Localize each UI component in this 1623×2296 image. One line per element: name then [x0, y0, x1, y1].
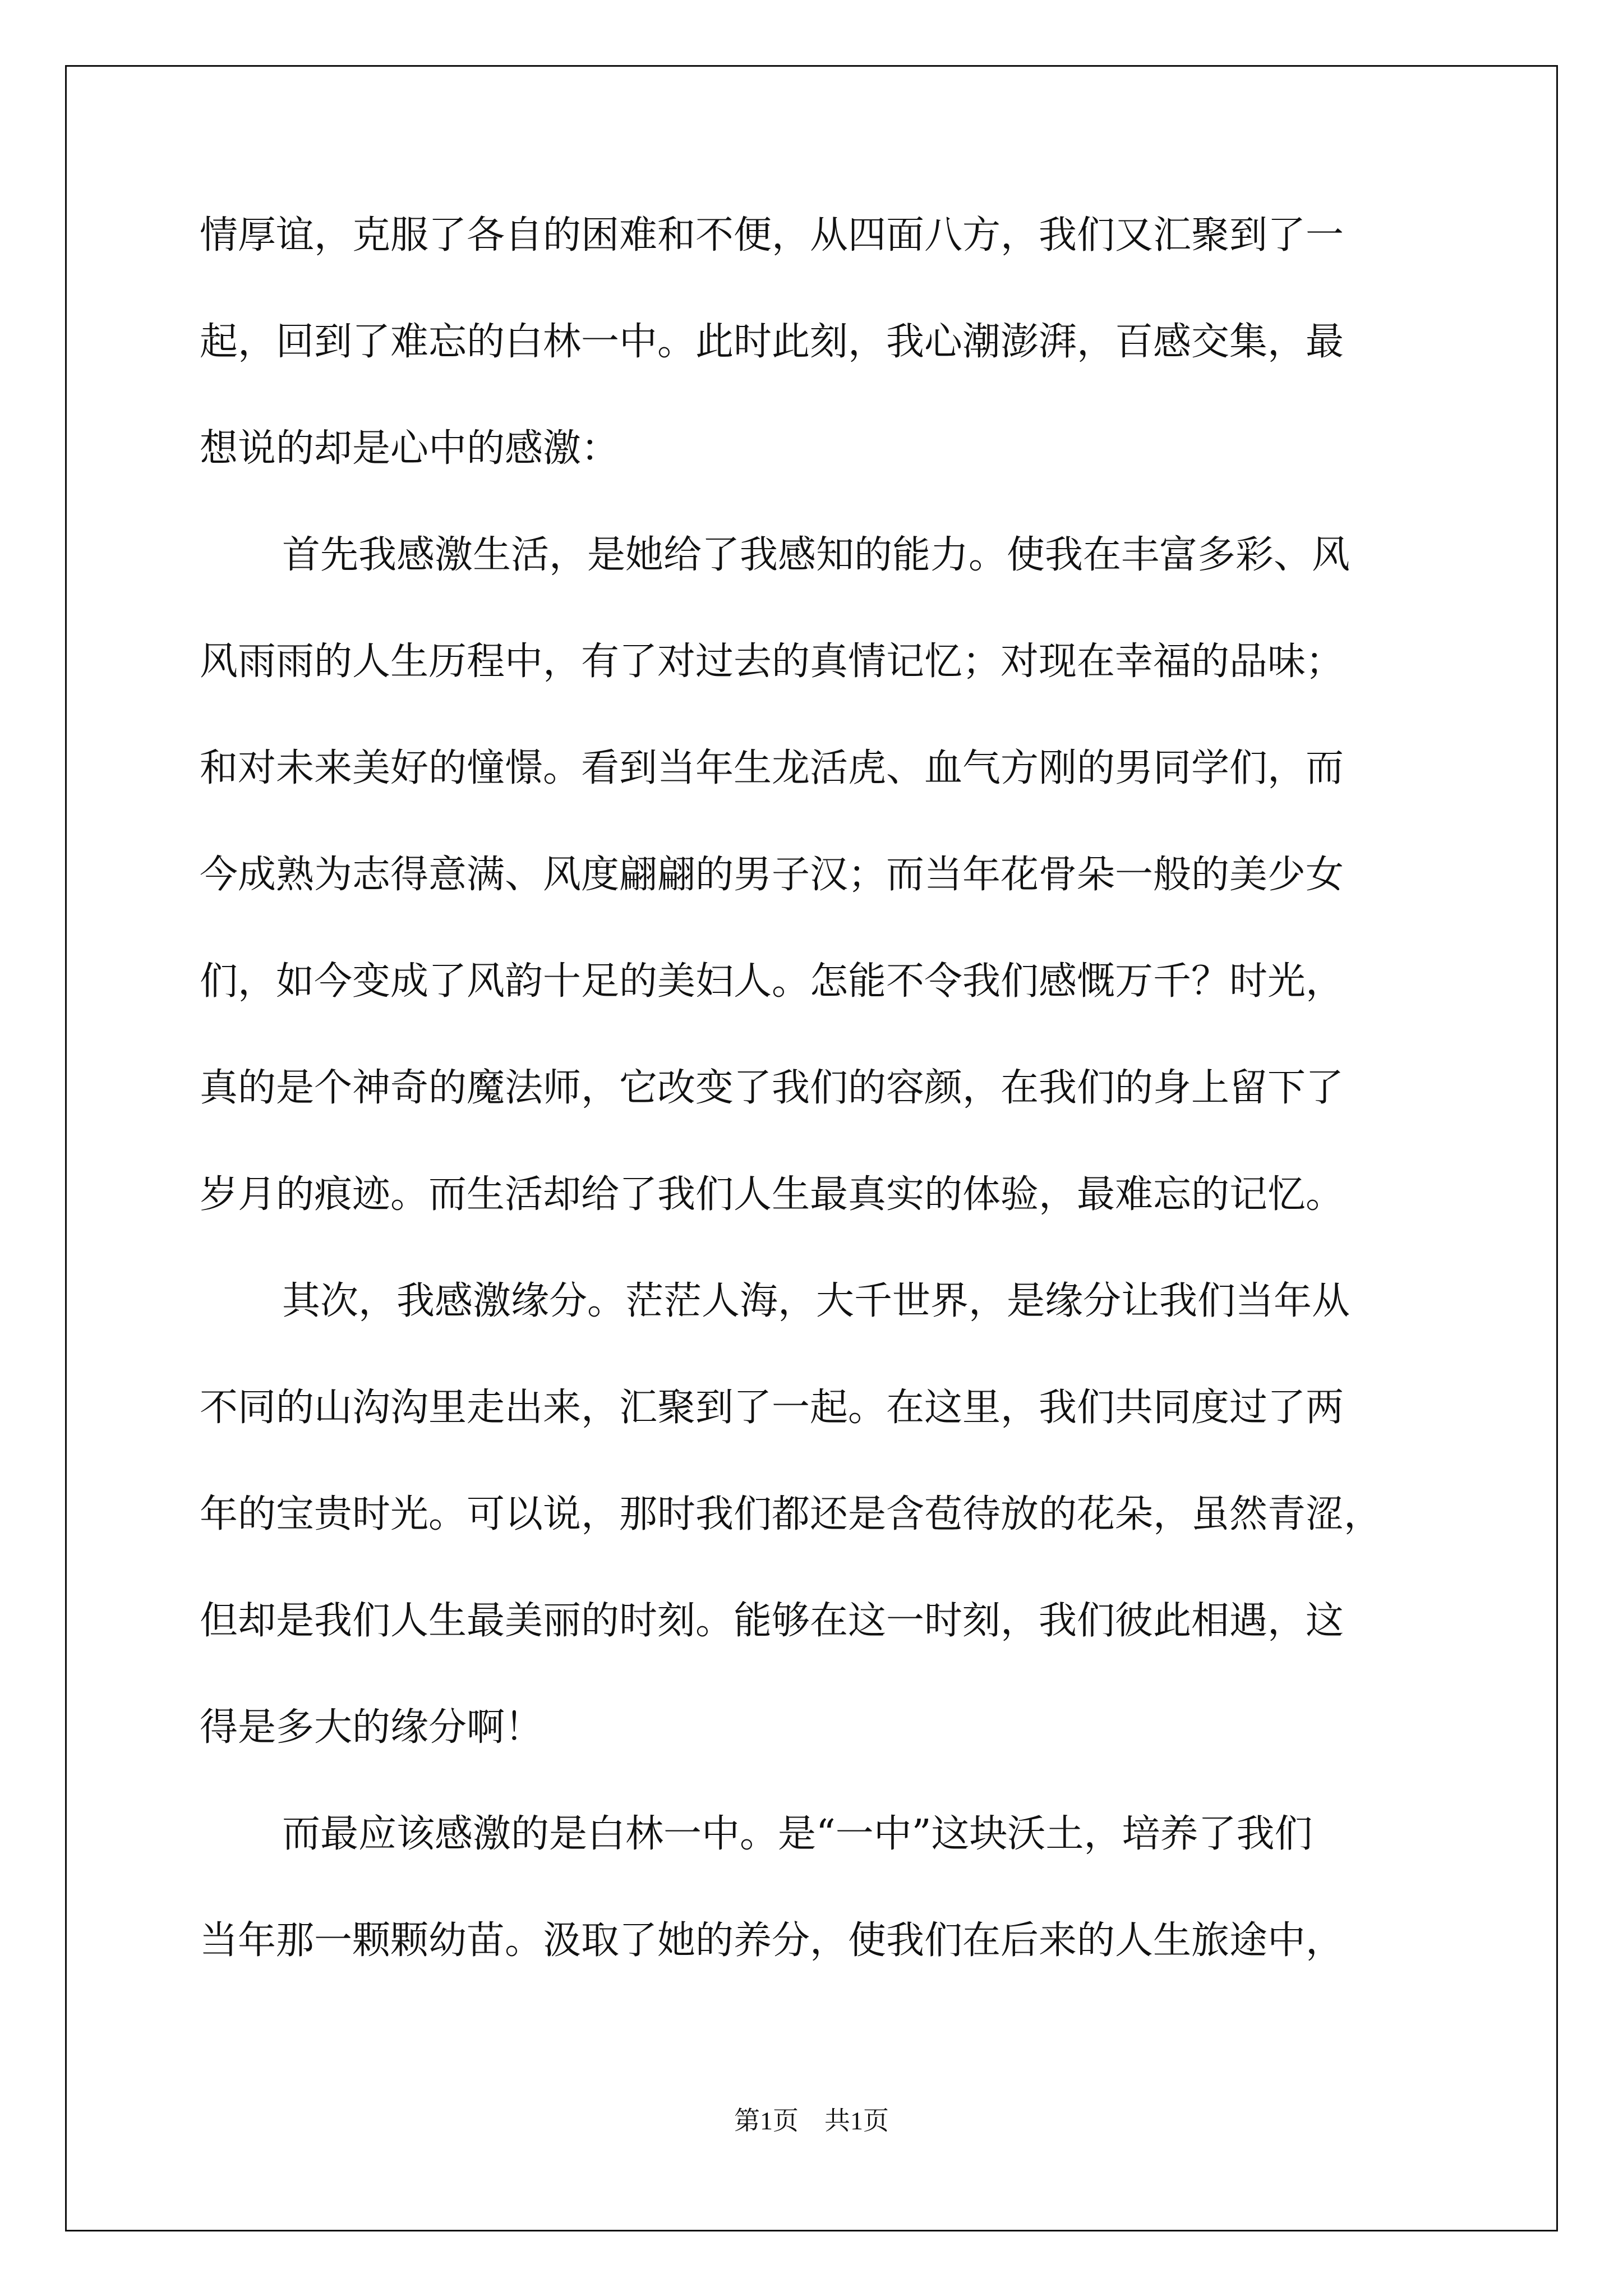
text-line-5: 风雨雨的人生历程中，有了对过去的真情记忆；对现在幸福的品味； — [200, 639, 1344, 684]
text-line-3: 想说的却是心中的感激： — [200, 426, 620, 471]
text-line-7: 今成熟为志得意满、风度翩翩的男子汉；而当年花骨朵一般的美少女 — [200, 853, 1344, 897]
text-line-12: 不同的山沟沟里走出来，汇聚到了一起。在这里，我们共同度过了两 — [200, 1386, 1344, 1430]
text-line-14: 但却是我们人生最美丽的时刻。能够在这一时刻，我们彼此相遇，这 — [200, 1599, 1344, 1643]
text-line-16: 而最应该感激的是白林一中。是“一中”这块沃土，培养了我们 — [282, 1812, 1313, 1856]
text-line-10: 岁月的痕迹。而生活却给了我们人生最真实的体验，最难忘的记忆。 — [200, 1172, 1344, 1217]
text-line-8: 们，如今变成了风韵十足的美妇人。怎能不令我们感慨万千？时光， — [200, 959, 1344, 1004]
text-line-15: 得是多大的缘分啊！ — [200, 1705, 543, 1750]
text-line-6: 和对未来美好的憧憬。看到当年生龙活虎、血气方刚的男同学们，而 — [200, 746, 1344, 790]
text-line-9: 真的是个神奇的魔法师，它改变了我们的容颜，在我们的身上留下了 — [200, 1066, 1344, 1110]
text-line-4: 首先我感激生活，是她给了我感知的能力。使我在丰富多彩、风 — [282, 533, 1350, 577]
document-body — [200, 213, 1445, 2025]
text-line-13: 年的宝贵时光。可以说，那时我们都还是含苞待放的花朵，虽然青涩， — [200, 1492, 1382, 1536]
text-line-11: 其次，我感激缘分。茫茫人海，大千世界，是缘分让我们当年从 — [282, 1279, 1350, 1323]
text-line-2: 起，回到了难忘的白林一中。此时此刻，我心潮澎湃，百感交集，最 — [200, 320, 1344, 364]
text-line-17: 当年那一颗颗幼苗。汲取了她的养分，使我们在后来的人生旅途中， — [200, 1918, 1344, 1963]
text-line-1: 情厚谊，克服了各自的困难和不便，从四面八方，我们又汇聚到了一 — [200, 213, 1344, 257]
page-footer: 第1页 共1页 — [734, 2106, 889, 2135]
